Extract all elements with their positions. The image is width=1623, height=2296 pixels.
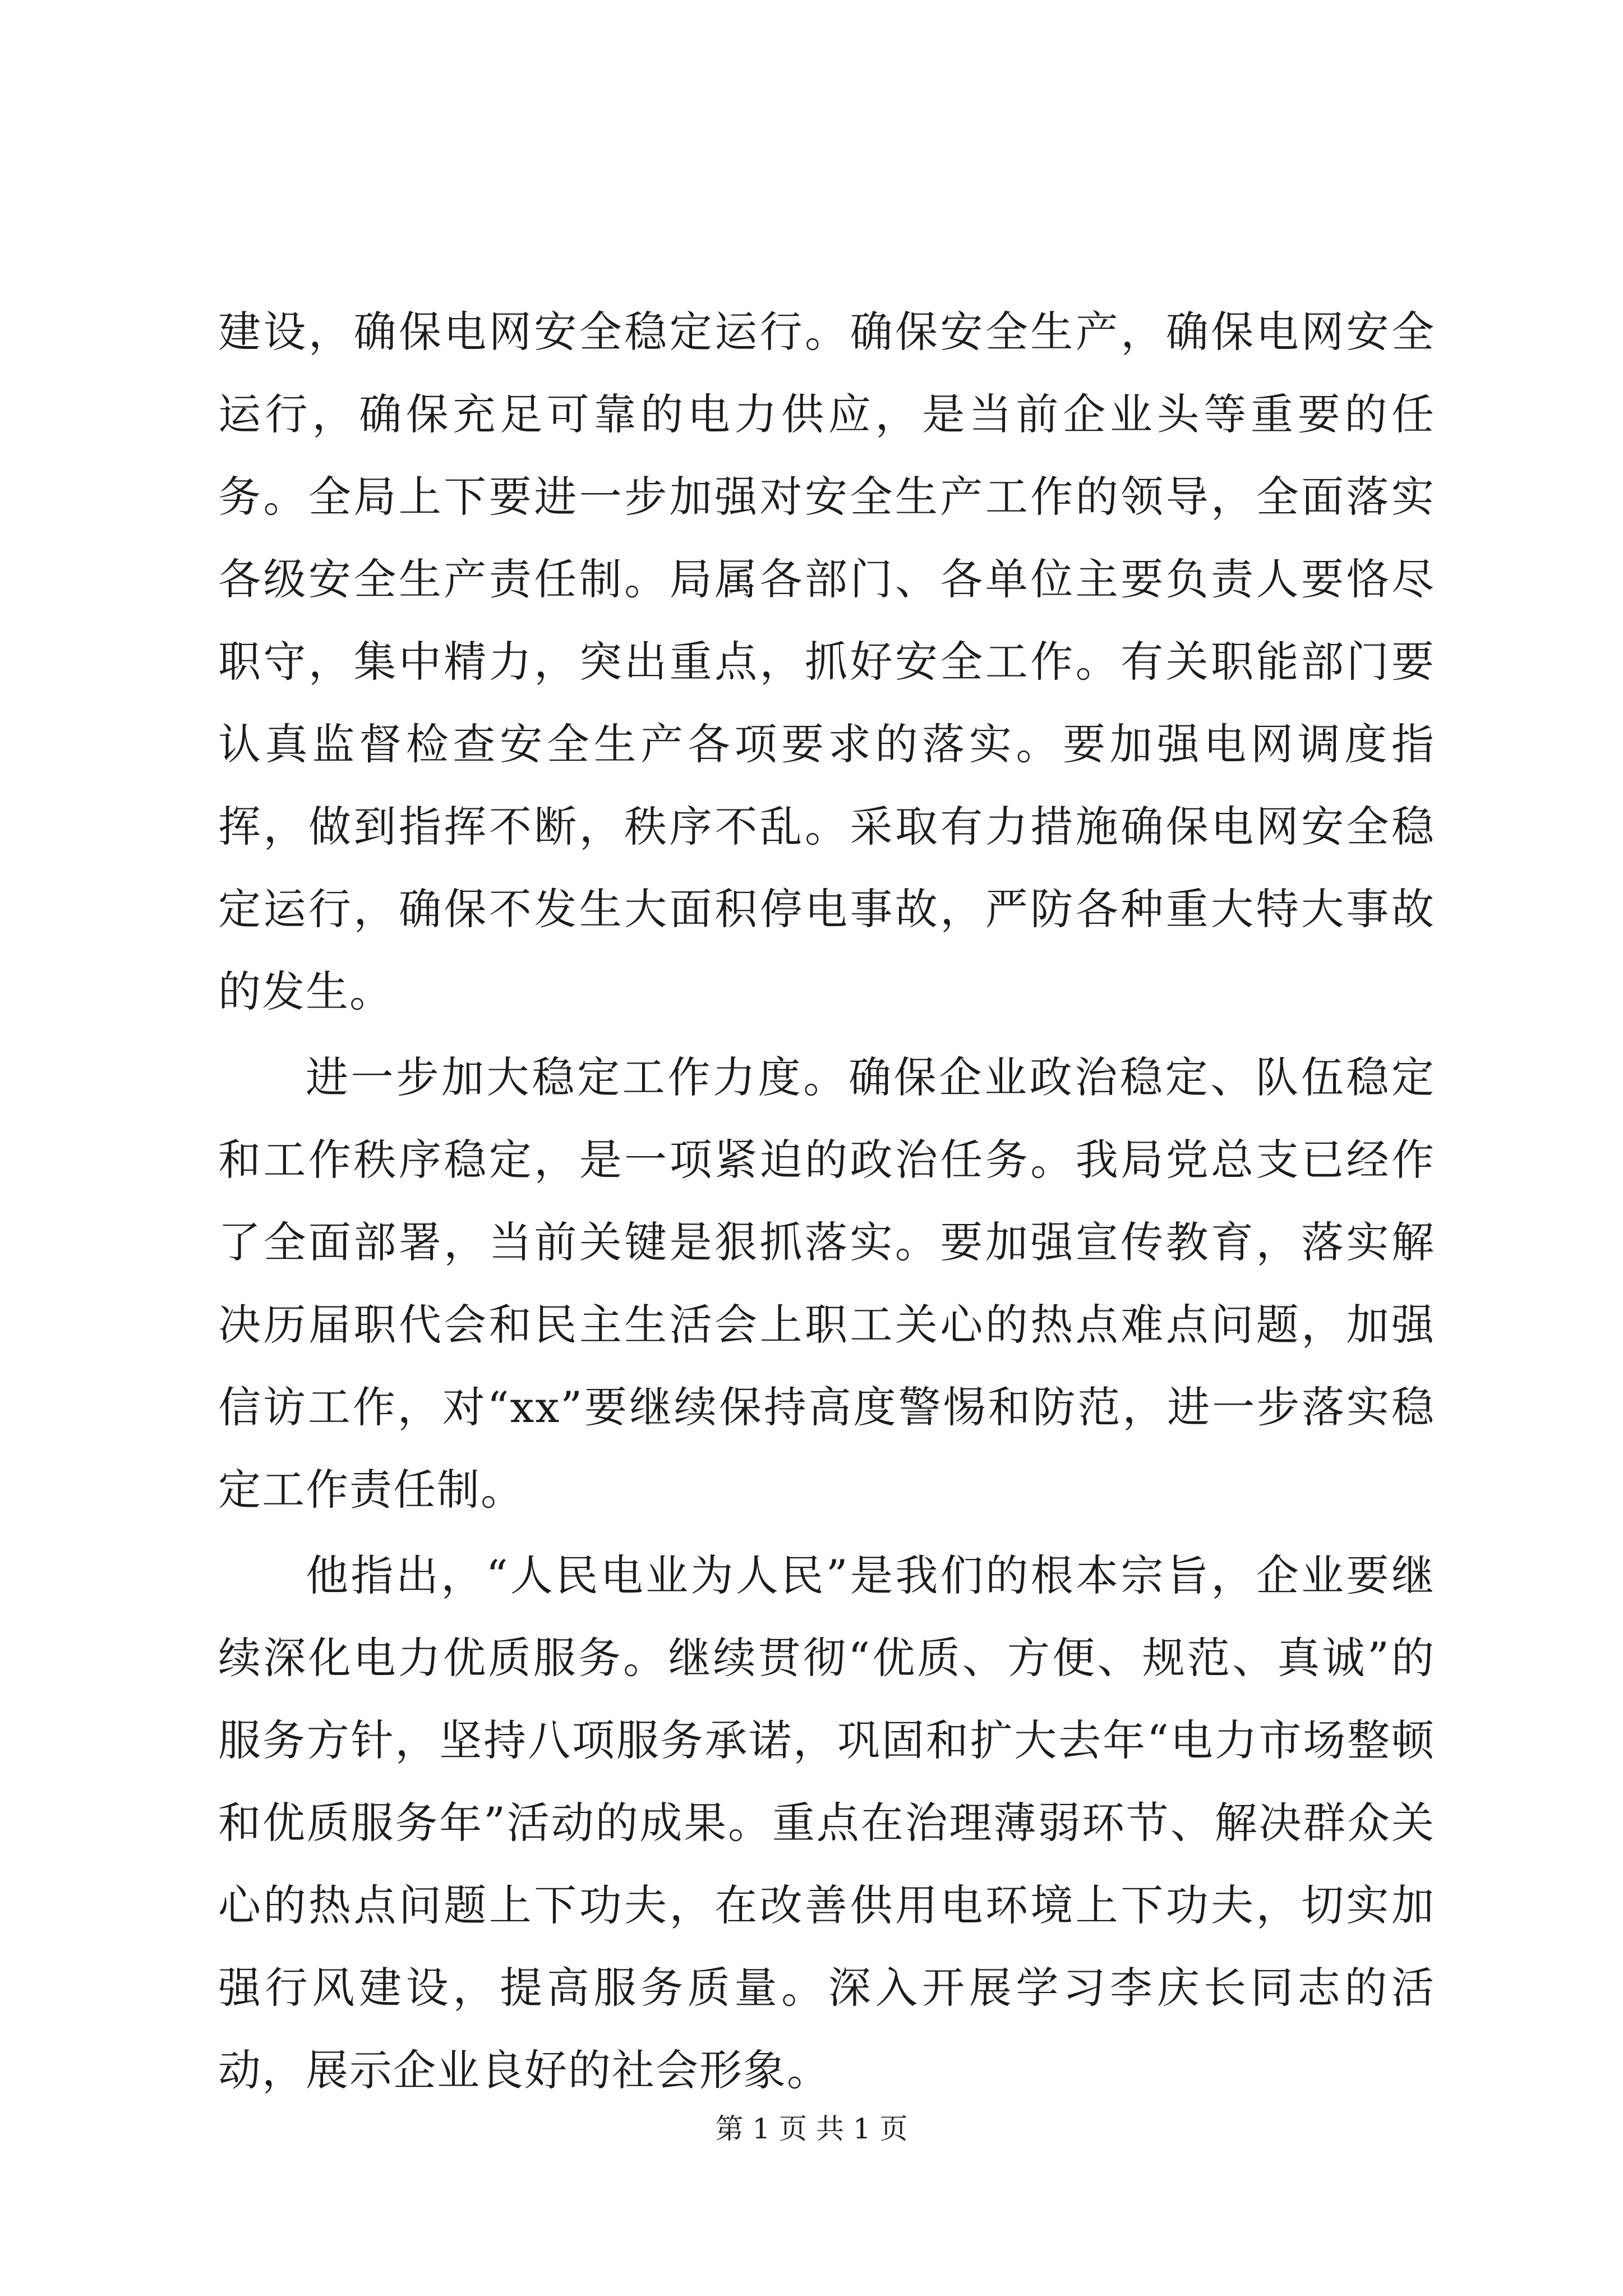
page-number-footer: 第 1 页 共 1 页	[715, 2113, 908, 2145]
paragraph-1: 建设，确保电网安全稳定运行。确保安全生产，确保电网安全运行，确保充足可靠的电力供应，是当前企业头等重要的任务。全局上下要进一步加强对安全生产工作的领导，全面落实各级安全生产责任制。局属各部门、各单位主要负责人要恪尽职守，集中精力，突出重点，抓好安全工作。有关职能部门要认真监督检查安全生产各项要求的落实。要加强电网调度指挥，做到指挥不断，秩序不乱。采取有力措施确保电网安全稳定运行，确保不发生大面积停电事故，严防各种重大特大事故的发生。	[218, 307, 1435, 1016]
paragraph-2: 进一步加大稳定工作力度。确保企业政治稳定、队伍稳定和工作秩序稳定，是一项紧迫的政治任务。我局党总支已经作了全面部署，当前关键是狠抓落实。要加强宣传教育，落实解决历届职代会和民主生活会上职工关心的热点难点问题，加强信访工作，对“xx”要继续保持高度警惕和防范，进一步落实稳定工作责任制。	[218, 1052, 1435, 1515]
paragraph-3: 他指出，“人民电业为人民”是我们的根本宗旨，企业要继续深化电力优质服务。继续贯彻“优质、方便、规范、真诚”的服务方针，坚持八项服务承诺，巩固和扩大去年“电力市场整顿和优质服务年”活动的成果。重点在治理薄弱环节、解决群众关心的热点问题上下功夫，在改善供用电环境上下功夫，切实加强行风建设，提高服务质量。深入开展学习李庆长同志的活动，展示企业良好的社会形象。	[218, 1550, 1435, 2095]
document-body	[218, 291, 1435, 2111]
